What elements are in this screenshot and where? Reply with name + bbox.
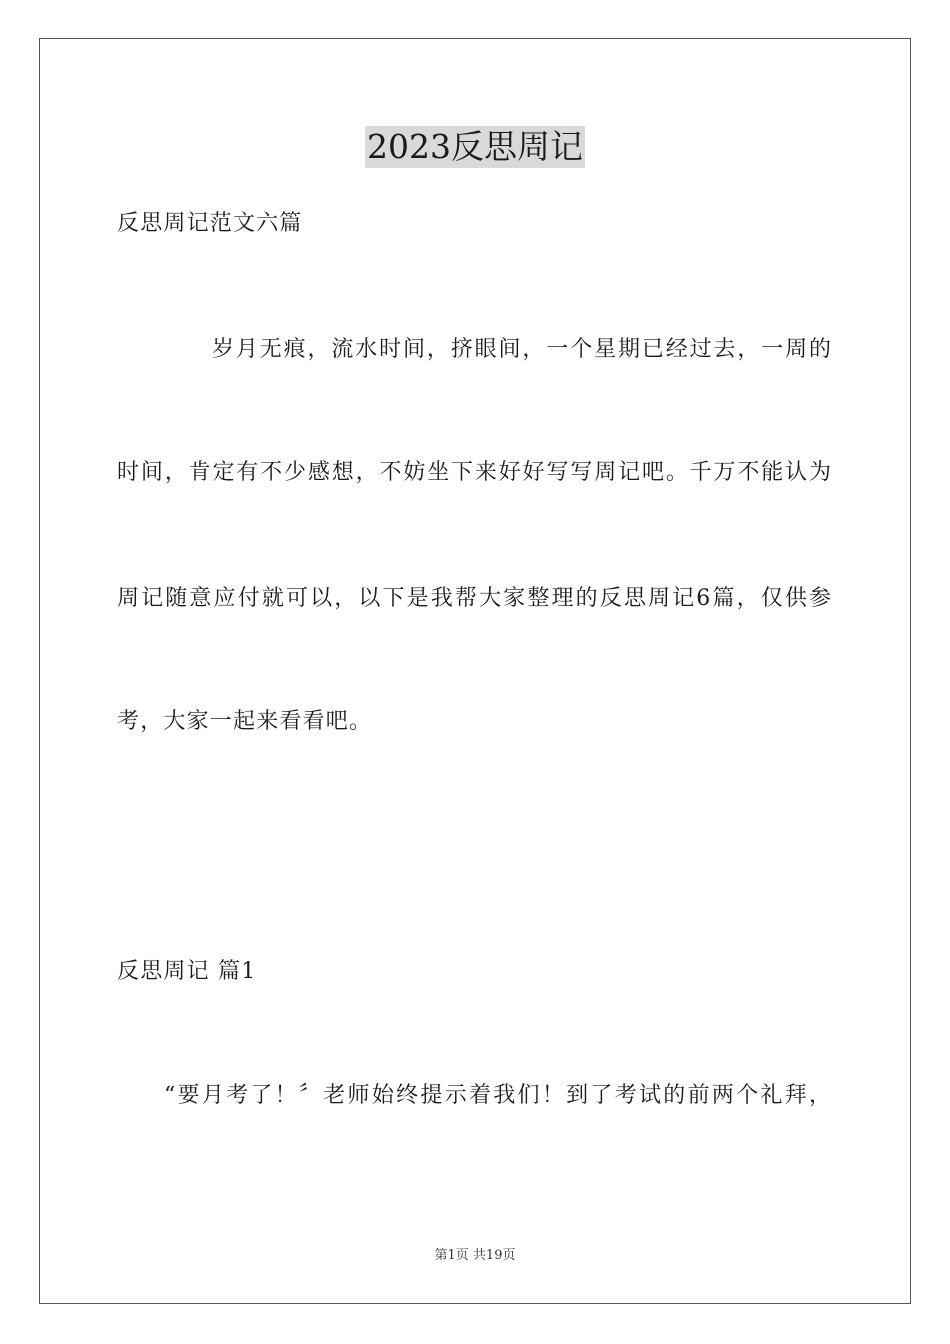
document-title bbox=[0, 126, 950, 168]
document-subtitle: 反思周记范文六篇 bbox=[117, 211, 303, 236]
page-footer: 第1页 共19页 bbox=[434, 1248, 516, 1263]
intro-paragraph-line-2: 时间，肯定有不少感想，不妨坐下来好好写写周记吧。千万不能认为 bbox=[117, 460, 831, 485]
intro-paragraph-line-1: 岁月无痕，流水时间，挤眼间，一个星期已经过去，一周的 bbox=[212, 337, 831, 362]
intro-paragraph-line-4: 考，大家一起来看看吧。 bbox=[117, 709, 373, 734]
section-paragraph-line-1: “要月考了！〞老师始终提示着我们！到了考试的前两个礼拜， bbox=[164, 1083, 831, 1108]
document-title-text: 2023反思周记 bbox=[367, 127, 583, 166]
section-heading: 反思周记 篇1 bbox=[117, 959, 257, 984]
intro-paragraph-line-3: 周记随意应付就可以，以下是我帮大家整理的反思周记6篇，仅供参 bbox=[117, 586, 831, 611]
